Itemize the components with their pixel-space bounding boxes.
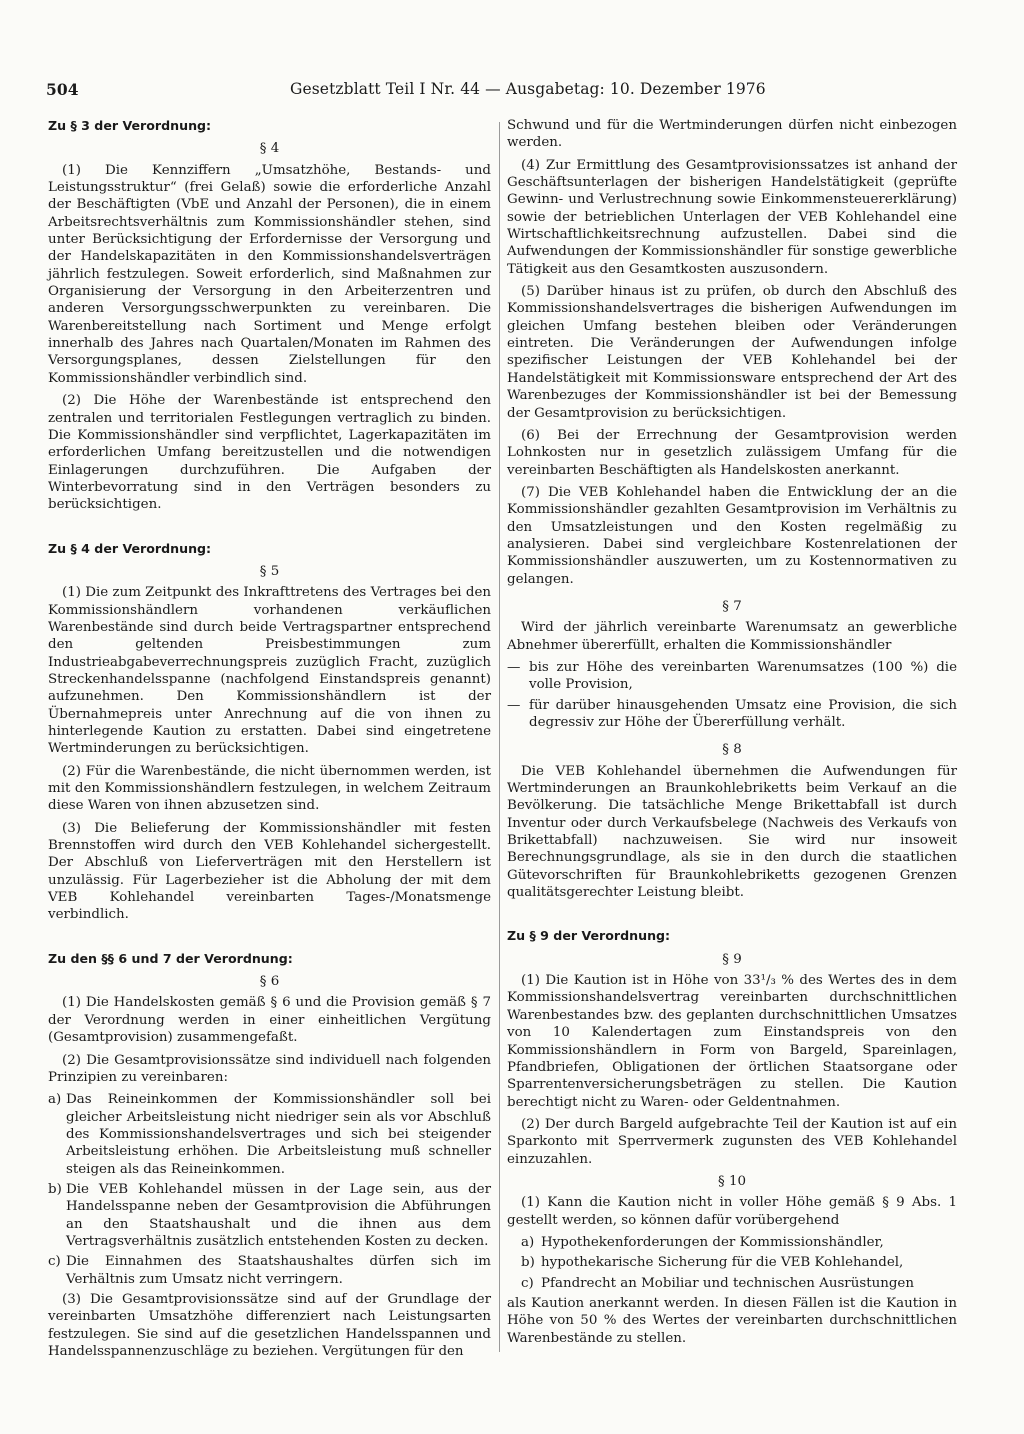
paragraph-text: (2) Die Gesamtprovisionssätze sind individuell nach folgenden Prinzipien zu vereinbaren:: [48, 1052, 491, 1085]
list-marker: b): [521, 1255, 535, 1271]
list-marker: c): [48, 1254, 61, 1270]
section-heading: Zu den §§ 6 und 7 der Verordnung:: [48, 950, 293, 966]
paragraph-sign: § 8: [722, 742, 742, 758]
paragraph-text: (6) Bei der Errechnung der Gesamtprovision werden Lohnkosten nur in gesetzlich zulässigem Umfang für die vereinbarten Beschäftigten als Handelskosten anerkannt.: [507, 427, 957, 478]
list-item: [507, 659, 957, 694]
paragraph-text: (2) Der durch Bargeld aufgebrachte Teil der Kaution ist auf ein Sparkonto mit Sperrvermerk zugunsten des VEB Kohlehandel einzuzahlen.: [507, 1116, 957, 1167]
paragraph-sign: § 7: [722, 598, 742, 614]
paragraph-sign: § 5: [259, 563, 280, 579]
list-item-text: hypothekarische Sicherung für die VEB Kohlehandel,: [541, 1255, 904, 1271]
paragraph-text: Die VEB Kohlehandel übernehmen die Aufwendungen für Wertminderungen an Braunkohlebriketts beim Verkauf an die Bevölkerung. Die tatsächliche Menge Brikettabfall ist durch Inventur oder durch Verkaufsbelege (Nachweis des Verkaufs von Brikettabfall) nachzuweisen. Sie wird nur insoweit Berechnungsgrundlage, als sie in den durch die staatlichen Gütevorschriften für Braunkohlebriketts gezogenen Grenzen qualitätsgerechter Leistung bleibt.: [507, 763, 957, 901]
paragraph-sign: § 9: [722, 951, 742, 967]
list-marker: —: [507, 659, 521, 675]
left-column: [48, 117, 491, 1367]
column-divider: [499, 122, 500, 1352]
list-item-text: Hypothekenforderungen der Kommissionshändler,: [541, 1234, 884, 1250]
list-item-text: Die Einnahmen des Staatshaushaltes dürfen sich im Verhältnis zum Umsatz nicht verringern.: [66, 1254, 491, 1287]
list-item-text: Pfandrecht an Mobiliar und technischen Ausrüstungen: [541, 1275, 914, 1291]
list-item-text: bis zur Höhe des vereinbarten Warenumsatzes (100 %) die volle Provision,: [529, 659, 957, 693]
section-heading: Zu § 3 der Verordnung:: [48, 118, 212, 133]
running-title: Gesetzblatt Teil I Nr. 44 — Ausgabetag: 10. Dezember 1976: [290, 80, 766, 98]
list-marker: c): [521, 1275, 534, 1291]
paragraph-text: (1) Die Kennziffern „Umsatzhöhe, Bestands- und Leistungsstruktur“ (frei Gelaß) sowie die erforderliche Anzahl der Beschäftigten (VbE und Anzahl der Personen), die in einem Arbeitsrechtsverhältnis zum Kommissionshändler stehen, sind unter Berücksichtigung der Erfordernisse der Versorgung und der Handelskapazitäten in den Kommissionshandelsverträgen jährlich festzulegen. Soweit erforderlich, sind Maßnahmen zur Organisierung der Versorgung in den Arbeiterzentren und anderen Versorgungsschwerpunkten zu vereinbaren. Die Warenbereitstellung nach Sortiment und Menge erfolgt innerhalb des Jahres nach Quartalen/Monaten im Rahmen des Versorgungsplanes, dessen Zielstellungen für den Kommissionshändler verbindlich sind.: [48, 162, 491, 386]
paragraph-text: (3) Die Gesamtprovisionssätze sind auf der Grundlage der vereinbarten Umsatzhöhe differenziert nach Leistungsarten festzulegen. Sie sind auf die gesetzlichen Handelsspannen und Handelsspannenzuschläge zu beziehen. Vergütungen für den: [48, 1291, 491, 1359]
list-item: [48, 1253, 491, 1288]
list-item: [507, 1254, 957, 1271]
paragraph-text: (4) Zur Ermittlung des Gesamtprovisionssatzes ist anhand der Geschäftsunterlagen der bisherigen Handelstätigkeit (geprüfte Gewinn- und Verlustrechnung sowie Einkommensteuererklärung) sowie der betrieblichen Unterlagen der VEB Kohlehandel eine Wirtschaftlichkeitsrechnung aufzustellen. Dabei sind die Aufwendungen der Kommissionshändler für sonstige gewerbliche Tätigkeit aus den Gesamtkosten auszusondern.: [507, 157, 957, 277]
list-item-text: Die VEB Kohlehandel müssen in der Lage sein, aus der Handelsspanne neben der Gesamtprovision die Abführungen an den Staatshaushalt und die ihnen aus dem Vertragsverhältnis zusätzlich entstehenden Kosten zu decken.: [66, 1181, 491, 1249]
paragraph-text: Schwund und für die Wertminderungen dürfen nicht einbezogen werden.: [507, 118, 957, 151]
page-number: 504: [46, 80, 79, 99]
paragraph-text: (5) Darüber hinaus ist zu prüfen, ob durch den Abschluß des Kommissionshandelsvertrages die bisherigen Aufwendungen im gleichen Umfang bestehen bleiben oder Veränderungen eintreten. Die Veränderungen der Aufwendungen infolge spezifischer Leistungen der VEB Kohlehandel bei der Handelstätigkeit mit Kommissionsware entsprechend der Art des Warenbezuges der Kommissionshändler ist bei der Bemessung der Gesamtprovision zu berücksichtigen.: [507, 284, 957, 421]
paragraph-sign: § 4: [259, 141, 280, 157]
paragraph-text: (7) Die VEB Kohlehandel haben die Entwicklung der an die Kommissionshändler gezahlten Gesamtprovision im Verhältnis zu den Umsatzleistungen und den Kosten regelmäßig zu analysieren. Dabei sind vergleichbare Kostenrelationen der Kommissionshändler auszuwerten, um zu Kostennormativen zu gelangen.: [507, 484, 957, 587]
right-column: [507, 117, 957, 1367]
paragraph-text: (1) Die Handelskosten gemäß § 6 und die Provision gemäß § 7 der Verordnung werden in einer einheitlichen Vergütung (Gesamtprovision) zusammengefaßt.: [48, 995, 491, 1046]
list-item: [507, 1234, 957, 1251]
list-item-text: für darüber hinausgehenden Umsatz eine Provision, die sich degressiv zur Höhe der Übererfüllung verhält.: [529, 697, 957, 730]
list-marker: —: [507, 697, 521, 713]
paragraph-sign: § 10: [718, 1173, 746, 1189]
page-header: [46, 80, 976, 106]
list-marker: a): [521, 1234, 535, 1250]
paragraph-text: Wird der jährlich vereinbarte Warenumsatz an gewerbliche Abnehmer übererfüllt, erhalten die Kommissionshändler: [507, 620, 957, 653]
paragraph-text: als Kaution anerkannt werden. In diesen Fällen ist die Kaution in Höhe von 50 % des Wertes der vereinbarten durchschnittlichen Warenbestände zu stellen.: [507, 1295, 957, 1346]
list-item: [48, 1181, 491, 1250]
paragraph-sign: § 6: [259, 974, 280, 990]
list-item: [507, 1275, 957, 1292]
section-heading: Zu § 9 der Verordnung:: [507, 928, 671, 944]
list-item: [48, 1091, 491, 1178]
paragraph-text: (1) Die zum Zeitpunkt des Inkrafttretens des Vertrages bei den Kommissionshändlern vorhandenen verkäuflichen Warenbestände sind durch beide Vertragspartner entsprechend den geltenden Preisbestimmungen zum Industrieabgabeverrechnungspreis zuzüglich Fracht, zuzüglich Streckenhandelsspanne (nachfolgend Einstandspreis genannt) aufzunehmen. Den Kommissionshändlern ist der Übernahmepreis unter Anrechnung auf die von ihnen zu hinterlegende Kaution zu erstatten. Dabei sind eingetretene Wertminderungen zu berücksichtigen.: [48, 585, 491, 757]
paragraph-text: (1) Die Kaution ist in Höhe von 33¹/₃ % des Wertes des in dem Kommissionshandelsvertrag vereinbarten durchschnittlichen Warenbestandes bzw. des geplanten durchschnittlichen Umsatzes von 10 Kalendertagen zum Einstandspreis von den Kommissionshändlern in Form von Bargeld, Spareinlagen, Pfandbriefen, Obligationen der örtlichen Staatsorgane oder Sparrentenversicherungsbeträgen zu stellen. Die Kaution berechtigt nicht zu Waren- oder Geldentnahmen.: [507, 973, 957, 1110]
paragraph-text: (1) Kann die Kaution nicht in voller Höhe gemäß § 9 Abs. 1 gestellt werden, so können dafür vorübergehend: [507, 1195, 957, 1228]
list-marker: b): [48, 1181, 62, 1197]
list-item: [507, 697, 957, 732]
section-heading: Zu § 4 der Verordnung:: [48, 540, 212, 556]
paragraph-text: (2) Für die Warenbestände, die nicht übernommen werden, ist mit den Kommissionshändlern festzulegen, in welchem Zeitraum diese Waren von ihnen abzusetzen sind.: [48, 763, 491, 814]
paragraph-text: (3) Die Belieferung der Kommissionshändler mit festen Brennstoffen wird durch den VEB Kohlehandel sichergestellt. Der Abschluß von Lieferverträgen mit den Herstellern ist unzulässig. Für Lagerbezieher ist die Abholung der mit dem VEB Kohlehandel vereinbarten Tages-/Monatsmenge verbindlich.: [48, 820, 491, 923]
list-marker: a): [48, 1092, 62, 1108]
list-item-text: Das Reineinkommen der Kommissionshändler soll bei gleicher Arbeitsleistung nicht niedriger sein als vor Abschluß des Kommissionshandelsvertrages und sich bei steigender Arbeitsleistung erhöhen. Die Arbeitsleistung muß schneller steigen als das Reineinkommen.: [66, 1092, 491, 1177]
paragraph-text: (2) Die Höhe der Warenbestände ist entsprechend den zentralen und territorialen Festlegungen vertraglich zu binden. Die Kommissionshändler sind verpflichtet, Lagerkapazitäten im erforderlichen Umfang bereitzustellen und die notwendigen Einlagerungen durchzuführen. Die Aufgaben der Winterbevorratung sind in den Verträgen besonders zu berücksichtigen.: [48, 393, 491, 513]
